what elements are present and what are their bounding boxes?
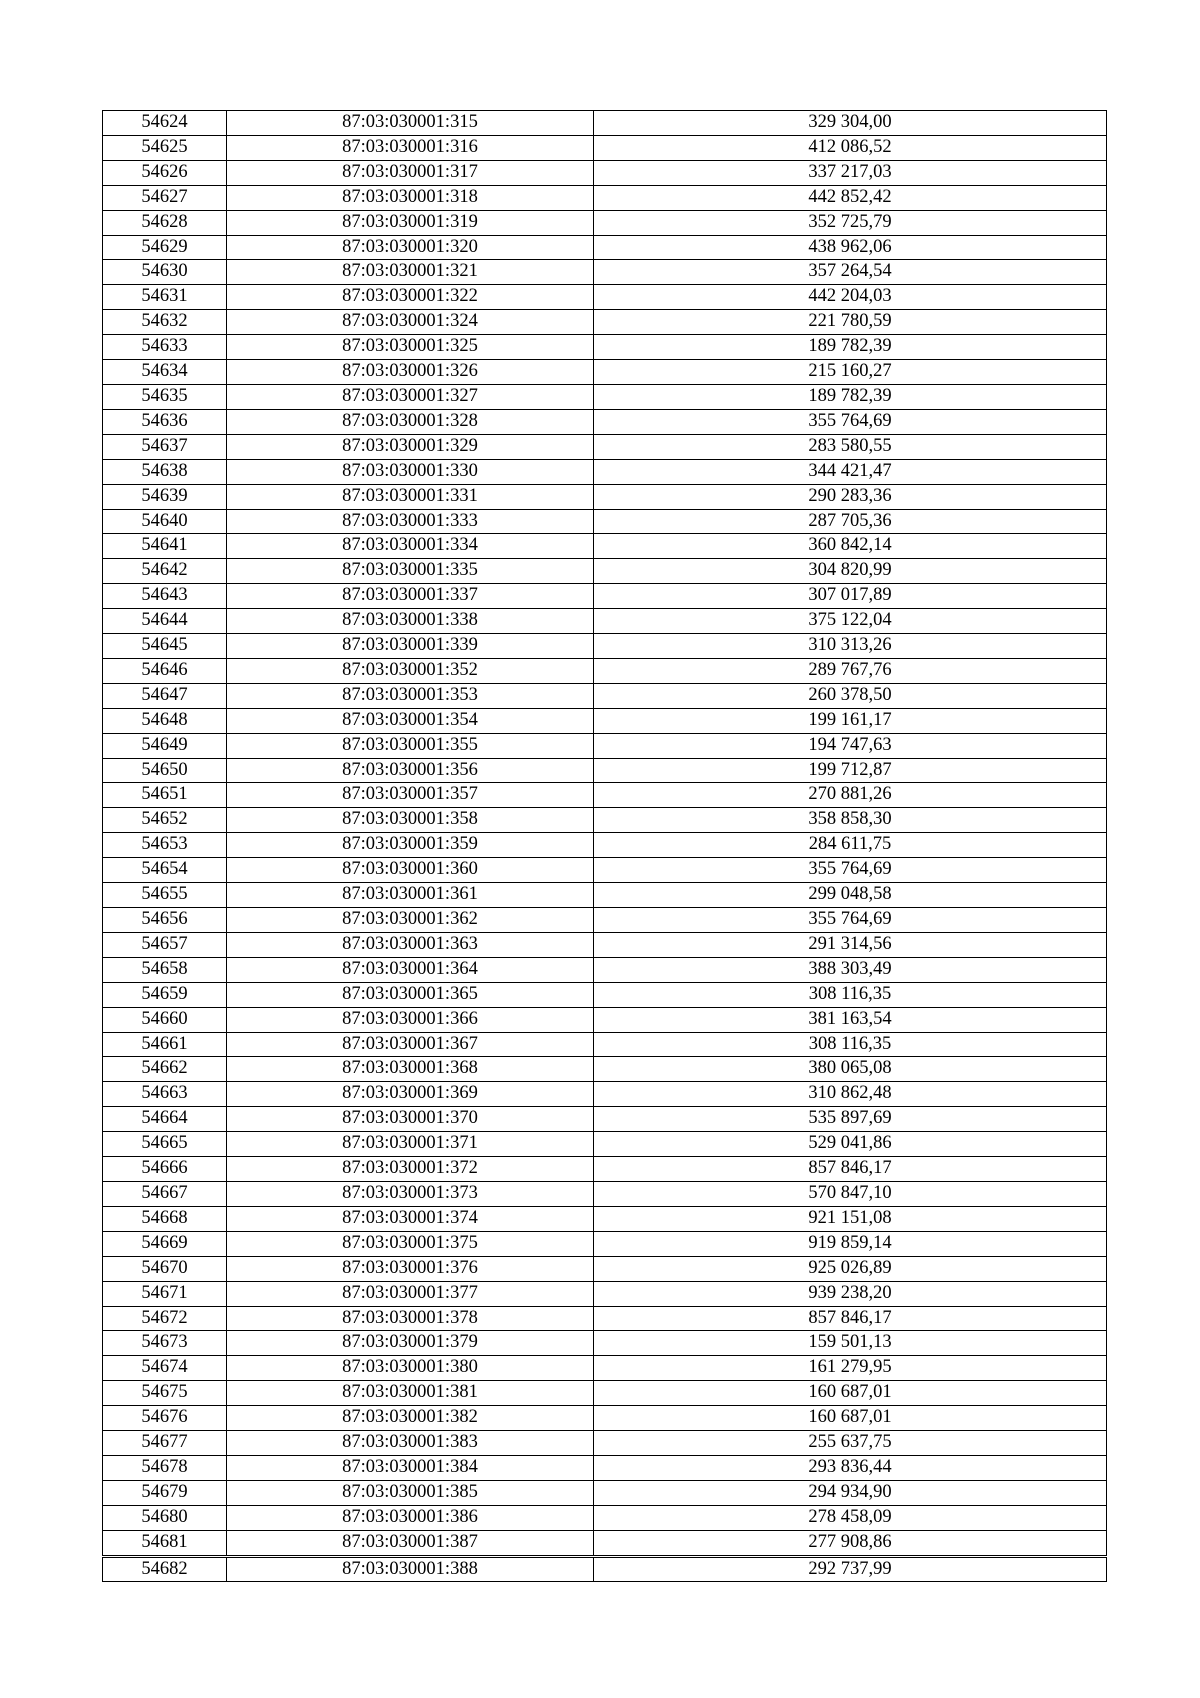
cadastral-value-cell: 380 065,08 [594,1057,1107,1082]
row-number-cell: 54679 [103,1480,227,1505]
cadastral-number-cell: 87:03:030001:370 [227,1107,594,1132]
cadastral-number-cell: 87:03:030001:318 [227,185,594,210]
cadastral-number-cell: 87:03:030001:315 [227,111,594,136]
cadastral-value-cell: 160 687,01 [594,1406,1107,1431]
row-number-cell: 54637 [103,434,227,459]
cadastral-number-cell: 87:03:030001:366 [227,1007,594,1032]
cadastral-value-cell: 283 580,55 [594,434,1107,459]
table-row [103,1480,1107,1505]
cadastral-number-cell: 87:03:030001:386 [227,1505,594,1530]
table-row [103,285,1107,310]
cadastral-number-cell: 87:03:030001:375 [227,1231,594,1256]
cadastral-value-cell: 921 151,08 [594,1206,1107,1231]
cadastral-value-table [102,110,1107,1582]
cadastral-value-cell: 570 847,10 [594,1181,1107,1206]
table-row [103,982,1107,1007]
cadastral-number-cell: 87:03:030001:381 [227,1381,594,1406]
cadastral-number-cell: 87:03:030001:358 [227,808,594,833]
table-row [103,1007,1107,1032]
table-row [103,1281,1107,1306]
row-number-cell: 54657 [103,932,227,957]
cadastral-value-cell: 308 116,35 [594,982,1107,1007]
table-row [103,1406,1107,1431]
table-row [103,758,1107,783]
cadastral-value-cell: 360 842,14 [594,534,1107,559]
table-row [103,883,1107,908]
cadastral-number-cell: 87:03:030001:364 [227,957,594,982]
cadastral-value-cell: 290 283,36 [594,484,1107,509]
table-row [103,733,1107,758]
row-number-cell: 54675 [103,1381,227,1406]
table-row [103,908,1107,933]
table-row [103,957,1107,982]
cadastral-value-cell: 857 846,17 [594,1157,1107,1182]
cadastral-value-cell: 277 908,86 [594,1530,1107,1556]
table-row [103,833,1107,858]
cadastral-value-cell: 381 163,54 [594,1007,1107,1032]
cadastral-value-cell: 293 836,44 [594,1455,1107,1480]
cadastral-value-cell: 344 421,47 [594,459,1107,484]
table-row [103,609,1107,634]
cadastral-number-cell: 87:03:030001:334 [227,534,594,559]
row-number-cell: 54677 [103,1431,227,1456]
row-number-cell: 54668 [103,1206,227,1231]
table-row [103,1157,1107,1182]
cadastral-value-cell: 939 238,20 [594,1281,1107,1306]
table-row [103,1331,1107,1356]
row-number-cell: 54630 [103,260,227,285]
row-number-cell: 54654 [103,858,227,883]
row-number-cell: 54678 [103,1455,227,1480]
table-row [103,185,1107,210]
table-row [103,1556,1107,1582]
cadastral-value-cell: 289 767,76 [594,658,1107,683]
cadastral-number-cell: 87:03:030001:362 [227,908,594,933]
table-row [103,932,1107,957]
cadastral-value-cell: 388 303,49 [594,957,1107,982]
cadastral-number-cell: 87:03:030001:387 [227,1530,594,1556]
cadastral-number-cell: 87:03:030001:330 [227,459,594,484]
cadastral-value-cell: 159 501,13 [594,1331,1107,1356]
table-row [103,310,1107,335]
cadastral-value-cell: 857 846,17 [594,1306,1107,1331]
cadastral-value-cell: 189 782,39 [594,335,1107,360]
row-number-cell: 54674 [103,1356,227,1381]
cadastral-number-cell: 87:03:030001:385 [227,1480,594,1505]
cadastral-number-cell: 87:03:030001:388 [227,1556,594,1582]
cadastral-value-cell: 529 041,86 [594,1132,1107,1157]
table-row [103,783,1107,808]
cadastral-number-cell: 87:03:030001:327 [227,384,594,409]
cadastral-number-cell: 87:03:030001:373 [227,1181,594,1206]
table-row [103,135,1107,160]
table-row [103,708,1107,733]
row-number-cell: 54681 [103,1530,227,1556]
cadastral-number-cell: 87:03:030001:356 [227,758,594,783]
table-row [103,559,1107,584]
row-number-cell: 54647 [103,683,227,708]
table-row [103,1505,1107,1530]
cadastral-value-cell: 255 637,75 [594,1431,1107,1456]
cadastral-number-cell: 87:03:030001:317 [227,160,594,185]
table-row [103,1431,1107,1456]
table-row [103,858,1107,883]
table-row [103,210,1107,235]
row-number-cell: 54639 [103,484,227,509]
row-number-cell: 54648 [103,708,227,733]
table-row [103,1455,1107,1480]
table-row [103,484,1107,509]
cadastral-value-cell: 160 687,01 [594,1381,1107,1406]
cadastral-value-cell: 355 764,69 [594,908,1107,933]
table-row [103,634,1107,659]
row-number-cell: 54655 [103,883,227,908]
table-row [103,360,1107,385]
cadastral-value-cell: 310 313,26 [594,634,1107,659]
row-number-cell: 54666 [103,1157,227,1182]
row-number-cell: 54625 [103,135,227,160]
cadastral-value-cell: 329 304,00 [594,111,1107,136]
cadastral-value-cell: 284 611,75 [594,833,1107,858]
row-number-cell: 54640 [103,509,227,534]
cadastral-number-cell: 87:03:030001:374 [227,1206,594,1231]
cadastral-value-cell: 925 026,89 [594,1256,1107,1281]
table-row [103,1181,1107,1206]
cadastral-value-cell: 189 782,39 [594,384,1107,409]
cadastral-value-cell: 199 161,17 [594,708,1107,733]
cadastral-number-cell: 87:03:030001:319 [227,210,594,235]
cadastral-number-cell: 87:03:030001:359 [227,833,594,858]
row-number-cell: 54661 [103,1032,227,1057]
cadastral-number-cell: 87:03:030001:361 [227,883,594,908]
cadastral-value-cell: 307 017,89 [594,584,1107,609]
cadastral-number-cell: 87:03:030001:377 [227,1281,594,1306]
cadastral-value-cell: 292 737,99 [594,1556,1107,1582]
row-number-cell: 54632 [103,310,227,335]
table-row [103,384,1107,409]
cadastral-number-cell: 87:03:030001:355 [227,733,594,758]
row-number-cell: 54643 [103,584,227,609]
cadastral-number-cell: 87:03:030001:383 [227,1431,594,1456]
row-number-cell: 54671 [103,1281,227,1306]
row-number-cell: 54665 [103,1132,227,1157]
table-row [103,808,1107,833]
cadastral-value-cell: 299 048,58 [594,883,1107,908]
cadastral-number-cell: 87:03:030001:382 [227,1406,594,1431]
row-number-cell: 54682 [103,1556,227,1582]
cadastral-number-cell: 87:03:030001:322 [227,285,594,310]
cadastral-number-cell: 87:03:030001:367 [227,1032,594,1057]
cadastral-value-cell: 260 378,50 [594,683,1107,708]
cadastral-number-cell: 87:03:030001:380 [227,1356,594,1381]
cadastral-value-cell: 294 934,90 [594,1480,1107,1505]
cadastral-value-cell: 412 086,52 [594,135,1107,160]
row-number-cell: 54659 [103,982,227,1007]
cadastral-value-cell: 310 862,48 [594,1082,1107,1107]
table-row [103,260,1107,285]
row-number-cell: 54641 [103,534,227,559]
cadastral-number-cell: 87:03:030001:320 [227,235,594,260]
table-body [103,111,1107,1582]
cadastral-number-cell: 87:03:030001:369 [227,1082,594,1107]
table-row [103,658,1107,683]
table-row [103,1057,1107,1082]
row-number-cell: 54650 [103,758,227,783]
table-row [103,1082,1107,1107]
row-number-cell: 54631 [103,285,227,310]
cadastral-value-cell: 919 859,14 [594,1231,1107,1256]
cadastral-value-cell: 215 160,27 [594,360,1107,385]
cadastral-number-cell: 87:03:030001:379 [227,1331,594,1356]
cadastral-number-cell: 87:03:030001:329 [227,434,594,459]
cadastral-value-cell: 278 458,09 [594,1505,1107,1530]
cadastral-number-cell: 87:03:030001:354 [227,708,594,733]
cadastral-number-cell: 87:03:030001:328 [227,409,594,434]
cadastral-number-cell: 87:03:030001:324 [227,310,594,335]
row-number-cell: 54673 [103,1331,227,1356]
cadastral-value-cell: 357 264,54 [594,260,1107,285]
cadastral-number-cell: 87:03:030001:371 [227,1132,594,1157]
row-number-cell: 54680 [103,1505,227,1530]
cadastral-value-cell: 308 116,35 [594,1032,1107,1057]
table-row [103,534,1107,559]
cadastral-number-cell: 87:03:030001:338 [227,609,594,634]
cadastral-number-cell: 87:03:030001:365 [227,982,594,1007]
row-number-cell: 54670 [103,1256,227,1281]
cadastral-value-cell: 375 122,04 [594,609,1107,634]
row-number-cell: 54627 [103,185,227,210]
row-number-cell: 54642 [103,559,227,584]
row-number-cell: 54664 [103,1107,227,1132]
cadastral-number-cell: 87:03:030001:321 [227,260,594,285]
cadastral-number-cell: 87:03:030001:378 [227,1306,594,1331]
cadastral-value-cell: 358 858,30 [594,808,1107,833]
row-number-cell: 54672 [103,1306,227,1331]
row-number-cell: 54660 [103,1007,227,1032]
row-number-cell: 54624 [103,111,227,136]
cadastral-value-cell: 442 852,42 [594,185,1107,210]
cadastral-value-cell: 442 204,03 [594,285,1107,310]
cadastral-number-cell: 87:03:030001:339 [227,634,594,659]
row-number-cell: 54663 [103,1082,227,1107]
row-number-cell: 54652 [103,808,227,833]
cadastral-number-cell: 87:03:030001:384 [227,1455,594,1480]
cadastral-number-cell: 87:03:030001:316 [227,135,594,160]
row-number-cell: 54644 [103,609,227,634]
table-row [103,434,1107,459]
row-number-cell: 54656 [103,908,227,933]
row-number-cell: 54628 [103,210,227,235]
row-number-cell: 54629 [103,235,227,260]
row-number-cell: 54667 [103,1181,227,1206]
cadastral-number-cell: 87:03:030001:326 [227,360,594,385]
cadastral-number-cell: 87:03:030001:337 [227,584,594,609]
row-number-cell: 54634 [103,360,227,385]
cadastral-number-cell: 87:03:030001:368 [227,1057,594,1082]
table-row [103,111,1107,136]
cadastral-value-cell: 221 780,59 [594,310,1107,335]
cadastral-value-cell: 194 747,63 [594,733,1107,758]
cadastral-number-cell: 87:03:030001:331 [227,484,594,509]
row-number-cell: 54645 [103,634,227,659]
row-number-cell: 54653 [103,833,227,858]
cadastral-value-cell: 355 764,69 [594,858,1107,883]
table-row [103,235,1107,260]
cadastral-value-cell: 291 314,56 [594,932,1107,957]
cadastral-number-cell: 87:03:030001:325 [227,335,594,360]
table-row [103,683,1107,708]
row-number-cell: 54633 [103,335,227,360]
table-row [103,1107,1107,1132]
cadastral-number-cell: 87:03:030001:376 [227,1256,594,1281]
cadastral-number-cell: 87:03:030001:333 [227,509,594,534]
cadastral-value-cell: 270 881,26 [594,783,1107,808]
cadastral-number-cell: 87:03:030001:353 [227,683,594,708]
cadastral-value-cell: 352 725,79 [594,210,1107,235]
cadastral-number-cell: 87:03:030001:335 [227,559,594,584]
cadastral-value-cell: 199 712,87 [594,758,1107,783]
table-row [103,1231,1107,1256]
cadastral-number-cell: 87:03:030001:360 [227,858,594,883]
cadastral-number-cell: 87:03:030001:363 [227,932,594,957]
row-number-cell: 54646 [103,658,227,683]
cadastral-value-cell: 337 217,03 [594,160,1107,185]
row-number-cell: 54626 [103,160,227,185]
table-row [103,335,1107,360]
table-row [103,509,1107,534]
row-number-cell: 54669 [103,1231,227,1256]
table-row [103,1381,1107,1406]
table-row [103,1306,1107,1331]
table-row [103,584,1107,609]
table-row [103,1356,1107,1381]
row-number-cell: 54635 [103,384,227,409]
cadastral-value-cell: 535 897,69 [594,1107,1107,1132]
row-number-cell: 54676 [103,1406,227,1431]
cadastral-number-cell: 87:03:030001:357 [227,783,594,808]
cadastral-value-cell: 355 764,69 [594,409,1107,434]
table-row [103,1256,1107,1281]
cadastral-value-cell: 438 962,06 [594,235,1107,260]
table-row [103,409,1107,434]
cadastral-value-cell: 287 705,36 [594,509,1107,534]
table-row [103,459,1107,484]
cadastral-number-cell: 87:03:030001:372 [227,1157,594,1182]
table-row [103,1132,1107,1157]
cadastral-value-cell: 304 820,99 [594,559,1107,584]
cadastral-number-cell: 87:03:030001:352 [227,658,594,683]
cadastral-value-cell: 161 279,95 [594,1356,1107,1381]
row-number-cell: 54636 [103,409,227,434]
row-number-cell: 54651 [103,783,227,808]
table-row [103,1032,1107,1057]
row-number-cell: 54658 [103,957,227,982]
table-row [103,160,1107,185]
row-number-cell: 54638 [103,459,227,484]
row-number-cell: 54649 [103,733,227,758]
table-row [103,1530,1107,1556]
row-number-cell: 54662 [103,1057,227,1082]
table-row [103,1206,1107,1231]
